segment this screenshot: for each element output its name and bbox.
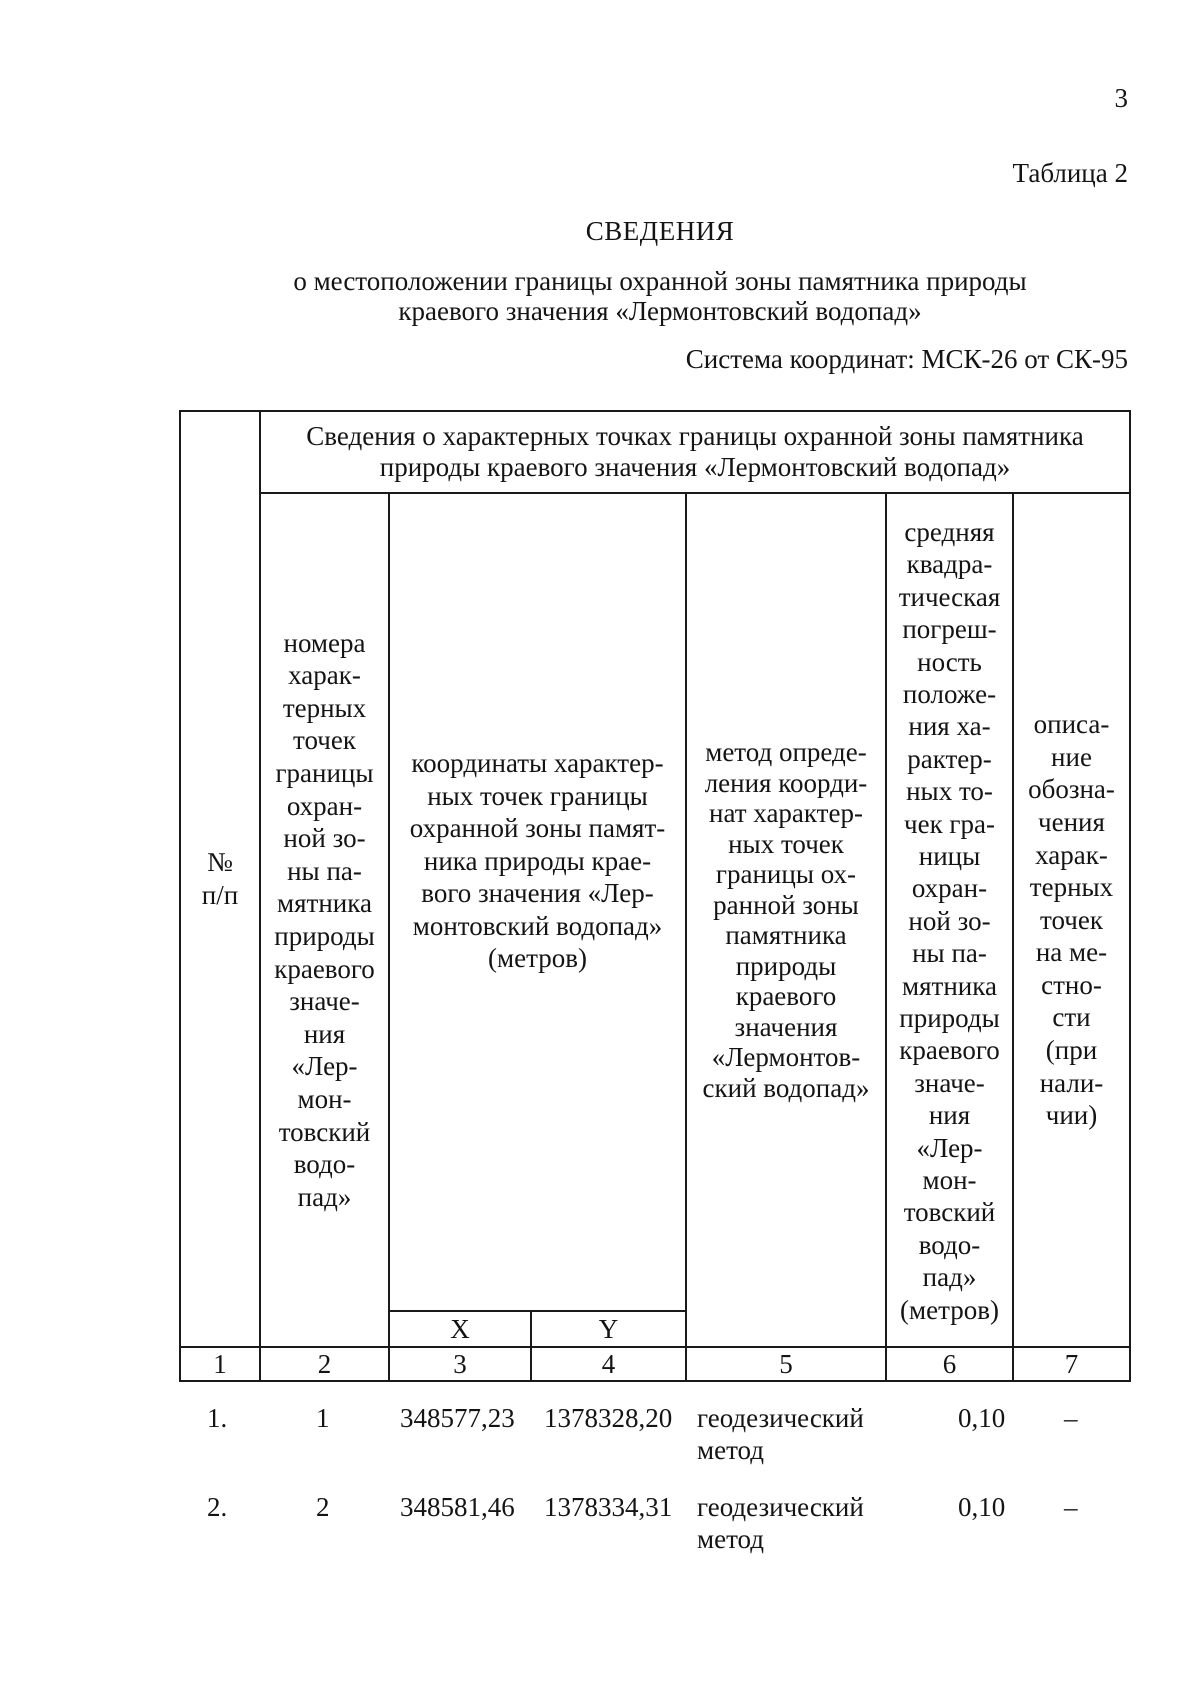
row-x: 348577,23 <box>400 1403 515 1433</box>
row-x: 348581,46 <box>400 1492 515 1522</box>
column-number-3: 3 <box>453 1348 467 1379</box>
col-description-label: описа- ние обозна- чения харак- терных точек на ме- стно- сти (при нали- чии) <box>1028 709 1115 1131</box>
column-number-6: 6 <box>942 1348 957 1379</box>
column-number-2: 2 <box>317 1348 332 1379</box>
header-col-error <box>887 494 1012 1346</box>
row-description: – <box>1064 1403 1078 1433</box>
header-col-y <box>532 1312 685 1346</box>
col-method-label: метод опреде- ления коорди- нат характер- ных точек границы ох- ранной зоны памятника природы краевого значения «Лермонтов- ский водопад» <box>702 737 870 1103</box>
col-num-label: № п/п <box>201 847 239 910</box>
col-x-label: X <box>450 1313 470 1344</box>
row-method: геодезический метод <box>697 1403 864 1465</box>
row-description: – <box>1064 1492 1078 1522</box>
column-number-7: 7 <box>1064 1348 1079 1379</box>
table-border-bottom <box>179 1380 1131 1382</box>
col-error-label: средняя квадра- тическая погреш- ность положе- ния ха- рактер- ных то- чек гра- ницы охран- ной зо- ны па- мятника природы краевого значе- ния «Лер- мон- товский водо- пад» (метров) <box>898 516 1001 1325</box>
row-num: 2. <box>207 1492 228 1522</box>
row-point: 1 <box>316 1403 330 1433</box>
page-number: 3 <box>1114 83 1128 113</box>
header-col-point-numbers <box>261 494 388 1346</box>
row-method: геодезический метод <box>697 1492 864 1554</box>
header-main-text: Сведения о характерных точках границы охранной зоны памятника природы краевого значения «Лермонтовский водопад» <box>306 421 1084 482</box>
col-point-numbers-label: номера харак- терных точек границы охран- ной зо- ны па- мятника природы краевого значе- ния «Лер- мон- товский водо- пад» <box>274 627 375 1212</box>
header-table <box>179 410 1131 1382</box>
column-number-5: 5 <box>779 1348 793 1379</box>
col-coordinates-label: координаты характер- ных точек границы охранной зоны памят- ника природы крае- вого значения «Лер- монтовский водопад» (метров) <box>409 747 666 974</box>
coordinate-system-label: Система координат: МСК-26 от СК-95 <box>685 344 1128 374</box>
table-label: Таблица 2 <box>1012 158 1128 188</box>
col-y-label: Y <box>598 1313 619 1344</box>
header-col-method <box>687 494 885 1346</box>
document-title: СВЕДЕНИЯ <box>585 216 735 246</box>
header-col-num <box>181 412 259 1346</box>
document-subtitle: о местоположении границы охранной зоны памятника природы краевого значения «Лермонтовский водопад» <box>293 266 1027 326</box>
row-point: 2 <box>316 1492 330 1522</box>
row-num: 1. <box>207 1403 228 1433</box>
header-col-coordinates <box>390 494 685 1228</box>
row-error: 0,10 <box>958 1403 1006 1433</box>
column-number-4: 4 <box>601 1348 616 1379</box>
header-col-description <box>1014 494 1129 1346</box>
table-border-right <box>1129 410 1131 1382</box>
row-y: 1378334,31 <box>544 1492 673 1522</box>
row-error: 0,10 <box>958 1492 1006 1522</box>
column-number-1: 1 <box>213 1348 227 1379</box>
header-main-cell <box>261 412 1129 492</box>
row-y: 1378328,20 <box>544 1403 673 1433</box>
header-col-x <box>390 1312 530 1346</box>
